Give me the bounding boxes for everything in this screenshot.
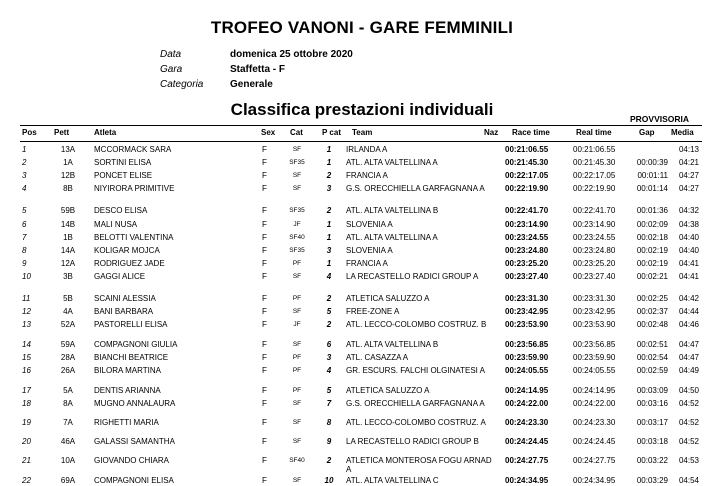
cell-real-time: 00:22:41.70 [573, 206, 616, 215]
cell-gap: 00:02:48 [636, 320, 668, 329]
cell-gap: 00:01:36 [636, 206, 668, 215]
cell-atleta: GAGGI ALICE [94, 272, 146, 281]
cell-cat: PF [292, 354, 302, 361]
cell-pos: 4 [22, 184, 27, 193]
cell-race-time: 00:23:14.90 [505, 220, 549, 229]
cell-cat: PF [292, 387, 302, 394]
cell-race-time: 00:22:17.05 [505, 171, 549, 180]
cell-pett: 8B [63, 184, 73, 193]
cell-cat: SF [292, 400, 302, 407]
cell-pos: 13 [22, 320, 31, 329]
cell-real-time: 00:23:42.95 [573, 307, 616, 316]
cell-sex: F [262, 171, 267, 180]
col-race-time: Race time [512, 128, 550, 137]
cell-team: ATL. LECCO-COLOMBO COSTRUZ. B [346, 320, 487, 329]
cell-real-time: 00:24:14.95 [573, 386, 616, 395]
cell-cat: SF40 [289, 234, 305, 241]
cell-race-time: 00:24:23.30 [505, 418, 549, 427]
cell-real-time: 00:23:27.40 [573, 272, 616, 281]
cell-gap: 00:01:11 [637, 171, 668, 180]
cell-pcat: 2 [326, 294, 332, 303]
cell-gap: 00:02:21 [636, 272, 668, 281]
cell-real-time: 00:21:45.30 [573, 158, 616, 167]
table-header [0, 128, 724, 140]
cell-pett: 14A [60, 246, 76, 255]
cell-atleta: MALI NUSA [94, 220, 138, 229]
cell-real-time: 00:24:34.95 [573, 476, 616, 485]
cell-pett: 26A [60, 366, 76, 375]
cell-sex: F [262, 206, 267, 215]
cell-pos: 3 [22, 171, 27, 180]
cell-sex: F [262, 158, 267, 167]
cell-cat: PF [292, 295, 302, 302]
cell-real-time: 00:24:05.55 [573, 366, 616, 375]
cell-atleta: MUGNO ANNALAURA [94, 399, 176, 408]
cell-real-time: 00:23:14.90 [573, 220, 616, 229]
header-top-rule [20, 125, 702, 126]
cell-pett: 5A [63, 386, 73, 395]
cell-cat: JF [293, 221, 301, 228]
cell-team: SLOVENIA A [346, 246, 393, 255]
cell-media: 04:13 [678, 145, 699, 154]
cell-media: 04:52 [678, 399, 699, 408]
cell-race-time: 00:24:14.95 [505, 386, 549, 395]
cell-media: 04:50 [678, 386, 699, 395]
col-real-time: Real time [576, 128, 612, 137]
cell-atleta: MCCORMACK SARA [94, 145, 172, 154]
cell-sex: F [262, 246, 267, 255]
cell-pett: 1B [63, 233, 73, 242]
cell-sex: F [262, 386, 267, 395]
cell-pos: 2 [22, 158, 27, 167]
cell-atleta: DESCO ELISA [94, 206, 148, 215]
cell-team: ATLETICA MONTEROSA FOGU ARNAD A [346, 456, 492, 474]
cell-media: 04:32 [678, 206, 699, 215]
cell-atleta: GALASSI SAMANTHA [94, 437, 175, 446]
cell-cat: SF [292, 185, 302, 192]
col-pos: Pos [22, 128, 37, 137]
cell-pett: 69A [60, 476, 76, 485]
cell-sex: F [262, 294, 267, 303]
cell-gap: 00:02:19 [636, 259, 668, 268]
cell-pett: 8A [63, 399, 73, 408]
cell-media: 04:21 [678, 158, 699, 167]
cell-pcat: 1 [326, 233, 332, 242]
cell-pos: 14 [22, 340, 31, 349]
cell-atleta: COMPAGNONI ELISA [94, 476, 174, 485]
cell-real-time: 00:23:53.90 [573, 320, 616, 329]
cell-cat: SF [292, 172, 302, 179]
cell-race-time: 00:23:27.40 [505, 272, 549, 281]
col-pett: Pett [54, 128, 70, 137]
cell-media: 04:47 [678, 353, 699, 362]
cell-pcat: 3 [326, 184, 332, 193]
cell-pcat: 1 [326, 158, 332, 167]
cell-team: G.S. ORECCHIELLA GARFAGNANA A [346, 399, 485, 408]
cell-cat: SF35 [289, 247, 305, 254]
cell-gap: 00:02:37 [636, 307, 668, 316]
cell-cat: SF [292, 438, 302, 445]
cell-sex: F [262, 366, 267, 375]
cell-pos: 1 [22, 145, 27, 154]
meta-date-value: domenica 25 ottobre 2020 [230, 49, 353, 60]
cell-team: FRANCIA A [346, 259, 388, 268]
cell-media: 04:53 [678, 456, 699, 465]
cell-gap: 00:01:14 [636, 184, 668, 193]
cell-cat: SF40 [289, 457, 305, 464]
cell-sex: F [262, 272, 267, 281]
cell-cat: SF35 [289, 159, 305, 166]
col-media: Media [671, 128, 694, 137]
cell-pos: 18 [22, 399, 31, 408]
cell-real-time: 00:23:56.85 [573, 340, 616, 349]
cell-media: 04:41 [678, 272, 699, 281]
cell-race-time: 00:23:24.80 [505, 246, 549, 255]
cell-race-time: 00:23:31.30 [505, 294, 549, 303]
cell-pett: 14B [60, 220, 76, 229]
cell-pos: 8 [22, 246, 27, 255]
cell-atleta: SORTINI ELISA [94, 158, 152, 167]
cell-atleta: GIOVANDO CHIARA [94, 456, 169, 465]
cell-media: 04:27 [678, 171, 699, 180]
cell-sex: F [262, 320, 267, 329]
cell-race-time: 00:23:56.85 [505, 340, 549, 349]
cell-real-time: 00:24:22.00 [573, 399, 616, 408]
cell-media: 04:40 [678, 246, 699, 255]
cell-team: ATL. ALTA VALTELLINA B [346, 340, 439, 349]
cell-pos: 12 [22, 307, 31, 316]
cell-pcat: 2 [326, 320, 332, 329]
cell-gap: 00:02:54 [636, 353, 668, 362]
cell-atleta: BELOTTI VALENTINA [94, 233, 174, 242]
cell-pett: 46A [60, 437, 76, 446]
meta-date-label: Data [160, 49, 182, 60]
cell-pett: 10A [60, 456, 76, 465]
cell-pcat: 3 [326, 353, 332, 362]
cell-race-time: 00:24:22.00 [505, 399, 549, 408]
cell-race-time: 00:24:05.55 [505, 366, 549, 375]
cell-pcat: 6 [326, 340, 332, 349]
cell-cat: PF [292, 367, 302, 374]
cell-pett: 12B [60, 171, 76, 180]
cell-team: ATL. LECCO-COLOMBO COSTRUZ. A [346, 418, 486, 427]
cell-pett: 13A [60, 145, 76, 154]
cell-race-time: 00:23:42.95 [505, 307, 549, 316]
cell-real-time: 00:24:24.45 [573, 437, 616, 446]
cell-pcat: 1 [326, 220, 332, 229]
cell-media: 04:41 [678, 259, 699, 268]
cell-race-time: 00:22:41.70 [505, 206, 549, 215]
cell-media: 04:47 [678, 340, 699, 349]
cell-real-time: 00:24:23.30 [573, 418, 616, 427]
cell-sex: F [262, 340, 267, 349]
cell-atleta: SCAINI ALESSIA [94, 294, 156, 303]
cell-gap: 00:03:22 [636, 456, 668, 465]
cell-pos: 9 [22, 259, 27, 268]
cell-pcat: 10 [324, 476, 334, 485]
cell-sex: F [262, 220, 267, 229]
cell-atleta: COMPAGNONI GIULIA [94, 340, 178, 349]
cell-team: ATLETICA SALUZZO A [346, 294, 430, 303]
cell-sex: F [262, 184, 267, 193]
cell-media: 04:42 [678, 294, 699, 303]
cell-race-time: 00:21:06.55 [505, 145, 549, 154]
cell-gap: 00:02:09 [636, 220, 668, 229]
cell-pett: 28A [60, 353, 76, 362]
cell-gap: 00:03:17 [636, 418, 668, 427]
cell-cat: SF [292, 146, 302, 153]
cell-media: 04:52 [678, 418, 699, 427]
cell-race-time: 00:21:45.30 [505, 158, 549, 167]
cell-gap: 00:02:18 [636, 233, 668, 242]
cell-pos: 11 [22, 294, 31, 303]
cell-real-time: 00:23:59.90 [573, 353, 616, 362]
cell-pos: 5 [22, 206, 27, 215]
col-sex: Sex [261, 128, 276, 137]
cell-media: 04:49 [678, 366, 699, 375]
cell-cat: SF [292, 273, 302, 280]
cell-atleta: RODRIGUEZ JADE [94, 259, 165, 268]
cell-pcat: 4 [326, 272, 332, 281]
cell-atleta: PASTORELLI ELISA [94, 320, 168, 329]
cell-pett: 59A [60, 340, 76, 349]
cell-team: ATL. ALTA VALTELLINA B [346, 206, 439, 215]
cell-race-time: 00:23:53.90 [505, 320, 549, 329]
cell-atleta: BILORA MARTINA [94, 366, 161, 375]
meta-race-label: Gara [160, 64, 183, 75]
cell-cat: SF35 [289, 207, 305, 214]
cell-race-time: 00:22:19.90 [505, 184, 549, 193]
cell-gap: 00:03:16 [636, 399, 668, 408]
cell-cat: SF [292, 308, 302, 315]
cell-pett: 12A [60, 259, 76, 268]
cell-team: G.S. ORECCHIELLA GARFAGNANA A [346, 184, 485, 193]
cell-pos: 19 [22, 418, 31, 427]
cell-real-time: 00:22:19.90 [573, 184, 616, 193]
cell-team: IRLANDA A [346, 145, 388, 154]
cell-pcat: 2 [326, 206, 332, 215]
cell-gap: 00:03:09 [636, 386, 668, 395]
header-bottom-rule [20, 141, 702, 142]
cell-media: 04:54 [678, 476, 699, 485]
cell-sex: F [262, 437, 267, 446]
cell-pcat: 4 [326, 366, 332, 375]
col-naz: Naz [484, 128, 499, 137]
cell-team: ATL. CASAZZA A [346, 353, 409, 362]
cell-team: FRANCIA A [346, 171, 388, 180]
cell-race-time: 00:24:24.45 [505, 437, 549, 446]
cell-sex: F [262, 456, 267, 465]
cell-sex: F [262, 259, 267, 268]
cell-real-time: 00:23:24.55 [573, 233, 616, 242]
cell-cat: SF [292, 419, 302, 426]
cell-media: 04:46 [678, 320, 699, 329]
cell-cat: SF [292, 341, 302, 348]
cell-pcat: 9 [326, 437, 332, 446]
cell-pos: 22 [22, 476, 31, 485]
cell-team: SLOVENIA A [346, 220, 393, 229]
cell-pett: 1A [63, 158, 73, 167]
cell-atleta: NIYIRORA PRIMITIVE [94, 184, 175, 193]
cell-sex: F [262, 145, 267, 154]
cell-real-time: 00:21:06.55 [573, 145, 616, 154]
cell-team: LA RECASTELLO RADICI GROUP B [346, 437, 479, 446]
cell-pos: 15 [22, 353, 31, 362]
col-team: Team [352, 128, 373, 137]
cell-gap: 00:02:19 [636, 246, 668, 255]
cell-media: 04:40 [678, 233, 699, 242]
cell-race-time: 00:23:59.90 [505, 353, 549, 362]
col-gap: Gap [639, 128, 655, 137]
cell-pcat: 5 [326, 307, 332, 316]
cell-team: LA RECASTELLO RADICI GROUP A [346, 272, 479, 281]
cell-atleta: KOLIGAR MOJCA [94, 246, 160, 255]
cell-sex: F [262, 476, 267, 485]
cell-pett: 7A [63, 418, 73, 427]
cell-team: ATL. ALTA VALTELLINA A [346, 158, 438, 167]
cell-sex: F [262, 353, 267, 362]
cell-real-time: 00:24:27.75 [573, 456, 616, 465]
cell-real-time: 00:23:25.20 [573, 259, 616, 268]
cell-pos: 21 [22, 456, 31, 465]
section-title: Classifica prestazioni individuali [230, 100, 494, 119]
cell-pett: 3B [63, 272, 73, 281]
cell-pett: 52A [60, 320, 76, 329]
cell-real-time: 00:23:31.30 [573, 294, 616, 303]
cell-team: GR. ESCURS. FALCHI OLGINATESI A [346, 366, 485, 375]
cell-gap: 00:00:39 [636, 158, 668, 167]
cell-race-time: 00:23:25.20 [505, 259, 549, 268]
page-title: TROFEO VANONI - GARE FEMMINILI [210, 18, 514, 37]
cell-cat: JF [293, 321, 301, 328]
cell-pcat: 1 [326, 145, 332, 154]
col-pcat: P cat [322, 128, 341, 137]
cell-gap: 00:02:59 [636, 366, 668, 375]
cell-atleta: RIGHETTI MARIA [94, 418, 159, 427]
cell-pett: 5B [63, 294, 73, 303]
cell-team: ATL. ALTA VALTELLINA C [346, 476, 439, 485]
cell-cat: PF [292, 260, 302, 267]
status-label: PROVVISORIA [630, 114, 690, 124]
cell-pos: 7 [22, 233, 27, 242]
cell-atleta: BANI BARBARA [94, 307, 154, 316]
cell-pcat: 1 [326, 259, 332, 268]
meta-race-value: Staffetta - F [230, 64, 285, 75]
cell-sex: F [262, 307, 267, 316]
cell-pcat: 5 [326, 386, 332, 395]
cell-gap: 00:02:25 [636, 294, 668, 303]
cell-team: ATLETICA SALUZZO A [346, 386, 430, 395]
cell-gap: 00:03:18 [636, 437, 668, 446]
cell-sex: F [262, 399, 267, 408]
cell-media: 04:38 [678, 220, 699, 229]
cell-real-time: 00:22:17.05 [573, 171, 616, 180]
cell-pos: 17 [22, 386, 31, 395]
cell-race-time: 00:23:24.55 [505, 233, 549, 242]
cell-atleta: BIANCHI BEATRICE [94, 353, 169, 362]
cell-team: ATL. ALTA VALTELLINA A [346, 233, 438, 242]
cell-race-time: 00:24:27.75 [505, 456, 549, 465]
cell-gap: 00:03:29 [636, 476, 668, 485]
cell-pcat: 2 [326, 456, 332, 465]
col-cat: Cat [290, 128, 303, 137]
cell-pcat: 2 [326, 171, 332, 180]
cell-media: 04:44 [678, 307, 699, 316]
cell-media: 04:27 [678, 184, 699, 193]
cell-pos: 10 [22, 272, 31, 281]
cell-atleta: PONCET ELISE [94, 171, 153, 180]
meta-category-value: Generale [230, 79, 273, 90]
meta-category-label: Categoria [160, 79, 204, 90]
cell-pett: 4A [63, 307, 73, 316]
cell-atleta: DENTIS ARIANNA [94, 386, 161, 395]
cell-pcat: 3 [326, 246, 332, 255]
cell-pcat: 7 [326, 399, 332, 408]
cell-pos: 20 [22, 437, 31, 446]
cell-sex: F [262, 233, 267, 242]
cell-sex: F [262, 418, 267, 427]
col-atleta: Atleta [94, 128, 117, 137]
cell-media: 04:52 [678, 437, 699, 446]
cell-pett: 59B [60, 206, 76, 215]
cell-pos: 16 [22, 366, 31, 375]
cell-pcat: 8 [326, 418, 332, 427]
cell-cat: SF [292, 477, 302, 484]
cell-race-time: 00:24:34.95 [505, 476, 549, 485]
cell-real-time: 00:23:24.80 [573, 246, 616, 255]
cell-gap: 00:02:51 [636, 340, 668, 349]
cell-team: FREE-ZONE A [346, 307, 400, 316]
cell-pos: 6 [22, 220, 27, 229]
